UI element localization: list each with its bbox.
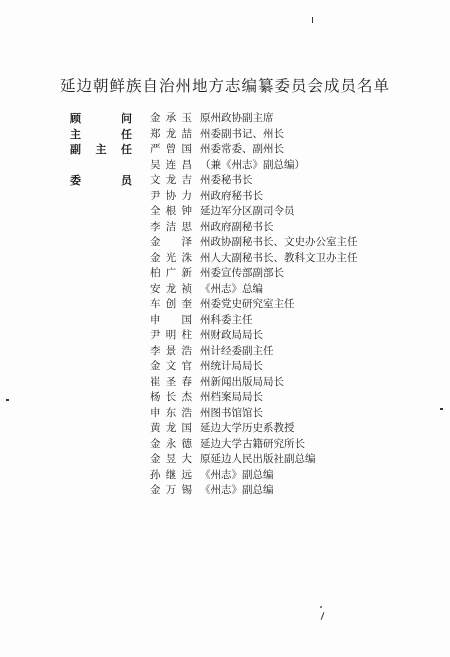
member-row: [70, 204, 430, 220]
member-name: 崔 圣 春: [150, 375, 192, 388]
member-name: 申 国: [150, 313, 192, 326]
member-name: 申 东 浩: [150, 406, 192, 419]
member-name: 吴 连 昌: [150, 158, 192, 171]
member-row: [70, 127, 430, 143]
scan-mark-left: [6, 399, 9, 401]
member-row: [70, 468, 430, 484]
member-name: 杨 长 杰: [150, 391, 192, 403]
member-row: [70, 111, 430, 127]
member-name: 尹 协 力: [150, 189, 192, 202]
scan-mark-right: [440, 408, 443, 410]
scan-mark-top: [312, 17, 313, 23]
member-name: 金 文 官: [150, 360, 192, 372]
member-post: 州政府副秘书长: [200, 220, 274, 233]
document-title: 延边朝鲜族自治州地方志编纂委员会成员名单: [59, 77, 390, 95]
member-name: 李 景 浩: [150, 344, 192, 357]
member-name: 金 万 锡: [150, 484, 192, 496]
scan-mark-bottom: [321, 612, 325, 620]
member-post: 《州志》副总编: [200, 484, 274, 496]
member-name: 黄 龙 国: [150, 422, 192, 434]
member-post: 州委副书记、州长: [200, 127, 284, 140]
member-post: 《州志》副总编: [200, 468, 274, 481]
member-role: 委 员: [70, 174, 132, 187]
member-row: [70, 142, 430, 158]
member-role: 主 任: [70, 127, 132, 141]
member-row: [70, 344, 430, 360]
member-post: 州委宣传部副部长: [200, 267, 284, 279]
member-name: 尹 明 柱: [150, 329, 192, 341]
member-post: 州图书馆馆长: [200, 406, 263, 419]
member-name: 金 永 德: [150, 437, 192, 450]
member-name: 柏 广 新: [150, 267, 192, 279]
member-post: 州委党史研究室主任: [200, 298, 295, 310]
member-post: （兼《州志》副总编）: [200, 158, 305, 171]
member-row: [70, 235, 430, 251]
member-post: 州科委主任: [200, 313, 253, 326]
member-post: 州委秘书长: [200, 174, 253, 186]
member-row: [70, 313, 430, 329]
member-row: [70, 437, 430, 453]
member-row: [70, 220, 430, 236]
member-post: 州统计局局长: [200, 360, 263, 372]
member-post: 州人大副秘书长、教科文卫办主任: [200, 251, 358, 264]
member-name: 全 根 钟: [150, 205, 192, 217]
member-row: [70, 452, 430, 468]
member-name: 孙 继 远: [150, 468, 192, 481]
member-name: 车 创 奎: [150, 298, 192, 310]
member-post: 原延边人民出版社副总编: [200, 453, 316, 465]
member-row: [70, 421, 430, 437]
member-name: 金 泽: [150, 236, 192, 248]
member-name: 严 曾 国: [150, 143, 192, 155]
member-post: 《州志》总编: [200, 282, 263, 295]
member-name: 安 龙 祯: [150, 282, 192, 295]
member-row: [70, 390, 430, 406]
member-name: 郑 龙 喆: [150, 127, 192, 140]
member-row: [70, 375, 430, 391]
scan-speck: [320, 606, 322, 608]
member-row: [70, 359, 430, 375]
member-post: 延边军分区副司令员: [200, 205, 295, 217]
member-roster: [70, 111, 430, 499]
member-post: 延边大学古籍研究所长: [200, 437, 305, 450]
member-name: 金 光 洙: [150, 251, 192, 264]
member-post: 州政协副秘书长、文史办公室主任: [200, 236, 358, 248]
member-row: [70, 251, 430, 267]
member-row: [70, 173, 430, 189]
member-post: 延边大学历史系教授: [200, 422, 295, 434]
member-name: 李 洁 思: [150, 220, 192, 233]
member-role: 顾 问: [70, 112, 132, 125]
member-post: 州新闻出版局局长: [200, 375, 284, 388]
member-post: 州档案局局长: [200, 391, 263, 403]
member-row: [70, 189, 430, 205]
member-post: 州政府秘书长: [200, 189, 263, 202]
member-row: [70, 483, 430, 499]
member-post: 州计经委副主任: [200, 344, 274, 357]
member-name: 金 昱 大: [150, 453, 192, 465]
member-post: 州财政局局长: [200, 329, 263, 341]
member-row: [70, 266, 430, 282]
member-post: 原州政协副主席: [200, 112, 274, 124]
member-name: 文 龙 吉: [150, 174, 192, 186]
member-row: [70, 406, 430, 422]
member-row: [70, 158, 430, 174]
member-role: 副 主 任: [70, 143, 132, 156]
member-row: [70, 297, 430, 313]
member-row: [70, 328, 430, 344]
member-post: 州委常委、副州长: [200, 143, 284, 155]
member-name: 金 承 玉: [150, 112, 192, 124]
member-row: [70, 282, 430, 298]
